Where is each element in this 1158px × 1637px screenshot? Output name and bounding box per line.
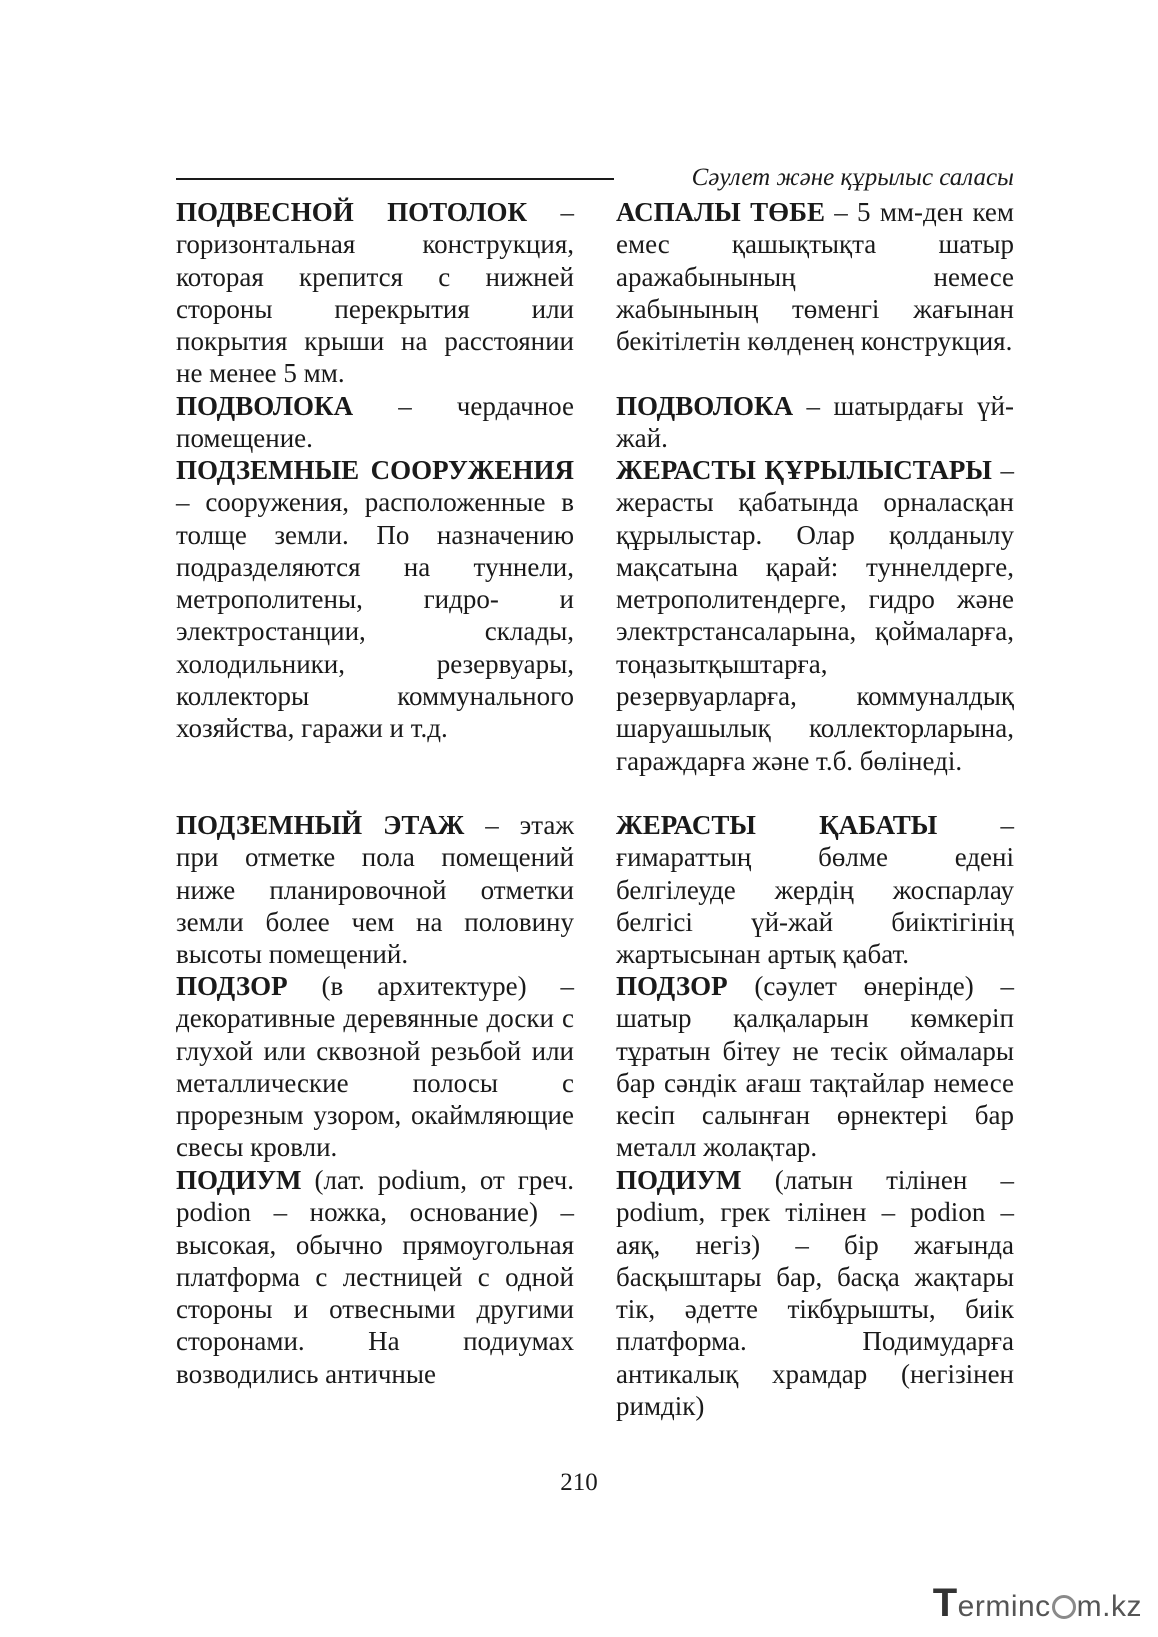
dictionary-entry — [176, 1164, 574, 1390]
entry-term: ПОДИУМ — [176, 1165, 302, 1195]
dictionary-entry — [176, 970, 574, 1164]
header-title: Сәулет және құрылыс саласы — [691, 164, 1014, 191]
entry-definition: – жерасты қабатында орналасқан құрылыстар. Олар қолданылу мақсатына қарай: туннелдерге, метрополитендерге, гидро және электрстансаларына, қоймаларға, тоңазытқыштарға, резервуарларға, коммуналдық шаруашылық коллекторларына, гараждарға және т.б. бөлінеді. — [616, 455, 1015, 776]
magnifier-icon — [1052, 1595, 1076, 1619]
dictionary-entry — [616, 454, 1014, 777]
entry-term: ПОДЗОР — [616, 971, 728, 1001]
entry-term: ЖЕРАСТЫ ҚАБАТЫ — [616, 810, 938, 840]
dictionary-entry — [616, 390, 1014, 455]
watermark-text-end: m.kz — [1076, 1590, 1142, 1623]
entry-definition: (латын тілінен – podium, грек тілінен – podion – аяқ, негіз) – бір жағында басқыштары бар, басқа жақтары тік, әдетте тікбұрышты, биік платформа. Подимударға антикалық храмдар (негізінен римдік) — [616, 1165, 1014, 1422]
header-rule — [176, 178, 614, 180]
entry-term: ПОДВОЛОКА — [176, 391, 354, 421]
entry-term: АСПАЛЫ ТӨБЕ — [616, 197, 825, 227]
watermark-logo — [933, 1583, 1142, 1623]
dictionary-entry — [616, 1164, 1014, 1422]
entry-term: ПОДИУМ — [616, 1165, 742, 1195]
entry-term: ПОДВОЛОКА — [616, 391, 794, 421]
dictionary-entry — [176, 454, 574, 745]
entry-definition: (лат. podium, от греч. podion – ножка, основание) – высокая, обычно прямоугольная платформа с лестницей с одной стороны и отвесными другими сторонами. На подиумах возводились античные — [176, 1165, 574, 1389]
entry-definition: – шатырдағы үй-жай. — [616, 391, 1014, 454]
page-number: 210 — [560, 1469, 598, 1496]
entry-definition: (сәулет өнерінде) – шатыр қалқаларын көмкеріп тұратын бітеу не тесік оймалары бар сәндік ағаш тақтайлар немесе кесіп салынған өрнектері бар металл жолақтар. — [616, 971, 1014, 1163]
dictionary-entry — [616, 196, 1014, 357]
entry-term: ЖЕРАСТЫ ҚҰРЫЛЫСТАРЫ — [616, 455, 992, 485]
dictionary-entry — [176, 809, 574, 970]
dictionary-entry — [176, 196, 574, 390]
running-header — [176, 160, 1014, 196]
entry-definition: – чердачное помещение. — [176, 391, 574, 454]
entry-term: ПОДЗЕМНЫЕ СООРУЖЕНИЯ — [176, 455, 574, 485]
entry-definition: – горизонтальная конструкция, которая крепится с нижней стороны перекрытия или покрытия крыши на расстоянии не менее 5 мм. — [176, 197, 575, 389]
watermark-text-start: erminc — [957, 1590, 1051, 1623]
entry-term: ПОДЗЕМНЫЙ ЭТАЖ — [176, 810, 465, 840]
dictionary-entry — [616, 809, 1014, 970]
entry-definition: – этаж при отметке пола помещений ниже планировочной отметки земли более чем на половину высоты помещений. — [176, 810, 575, 970]
dictionary-entry — [616, 970, 1014, 1164]
entry-term: ПОДВЕСНОЙ ПОТОЛОК — [176, 197, 528, 227]
entry-definition: – сооружения, расположенные в толще земли. По назначению подразделяются на туннели, метрополитены, гидро- и электростанции, склады, холодильники, резервуары, коллекторы коммунального хозяйства, гаражи и т.д. — [176, 487, 574, 744]
entry-definition: (в архитектуре) – декоративные деревянные доски с глухой или сквозной резьбой или металлические полосы с прорезным узором, окаймляющие свесы кровли. — [176, 971, 574, 1163]
dictionary-entry — [176, 390, 574, 455]
entry-term: ПОДЗОР — [176, 971, 288, 1001]
entry-definition: – 5 мм-ден кем емес қашықтықта шатыр аражабынының немесе жабынының төменгі жағынан бекітілетін көлденең конструкция. — [616, 197, 1014, 357]
watermark-initial: T — [932, 1581, 958, 1625]
entry-definition: – ғимараттың бөлме едені белгілеуде жердің жоспарлау белгісі үй-жай биіктігінің жартысынан артық қабат. — [616, 810, 1015, 970]
